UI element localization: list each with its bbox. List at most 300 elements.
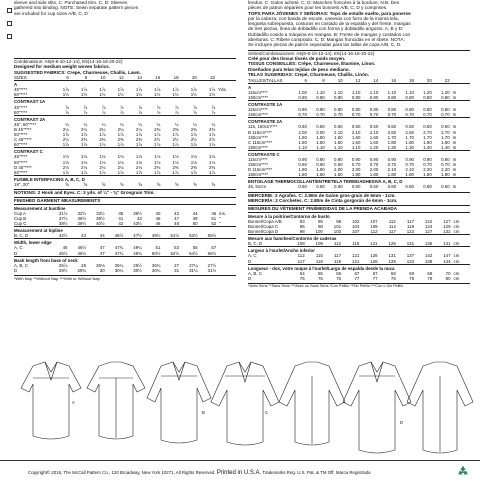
value-cell: 79 [427,275,433,281]
value-cell: 30 [99,267,105,273]
section-heading-row [14,148,236,155]
view-label: A [72,400,75,405]
copyright: Copyright© 2016, The McCall Pattern Co., 120 Broadway, New York 10271, All Rights Reserved. [28,470,216,475]
value-cell: 0.80 [351,107,361,113]
garment-illustrations [10,358,480,462]
value-cell: 2.00 [351,167,361,173]
unit-cell: m [452,139,457,145]
value-cell: 78 [390,275,396,281]
value-cell: 0.90 [298,157,307,163]
value-cell: 0.70 [423,112,432,118]
french-spanish-column [248,0,470,289]
value-cell: 126 [388,241,396,247]
value-cell: 50 [192,221,198,227]
section-heading: ENTOILAGE THERMOCOLLANT/ENTRETELA TERMOADHESIVA A, B, C, D [248,178,470,185]
value-cell: ¼ [138,121,142,127]
row-label: 45", 60"**** [14,121,37,127]
row-label: A, B, C [14,262,28,268]
value-cell: 1.60 [316,172,325,178]
value-cell: 26¾ [151,262,161,268]
value-cell: ⅞ [174,109,179,115]
unit-cell: cm [453,270,460,276]
value-cell: 0.60 [423,184,432,190]
value-cell: 0.90 [334,157,343,163]
value-cell: ⅞ [138,109,142,115]
value-cell: 1½ [81,92,88,98]
value-cell: 1½ [190,92,197,98]
value-cell: 0.60 [441,124,450,130]
value-cell: 1⅞ [190,142,197,148]
value-cell: 26½ [133,262,142,268]
value-cell: 30¾ [151,267,161,273]
value-cell: 2⅛ [81,164,88,170]
value-cell: 57 [211,245,217,251]
value-cell: 1⅞ [209,87,216,93]
value-cell: 1⅛ [172,154,179,160]
section-heading: Measurement at hipline [14,227,236,234]
value-cell: 1⅛ [154,159,161,165]
value-cell: 0.80 [441,94,450,100]
metric-measurements-table [248,212,470,281]
value-cell: 0.90 [405,157,414,163]
value-cell: 52 [211,221,217,227]
value-cell: 1⅞ [117,132,124,138]
value-cell: 112 [370,229,378,235]
value-cell: 69 [409,270,415,276]
row-label: Cup C [14,221,27,227]
value-cell: 0.90 [423,157,432,163]
row-label: 60"**** [14,169,28,175]
value-cell: 0.60 [441,184,450,190]
value-cell: 1⅛ [135,159,142,165]
value-cell: 1⅛ [209,159,216,165]
value-cell: 0.80 [387,94,397,100]
value-cell: 1.80 [387,172,397,178]
value-cell: 2⅜ [154,126,161,132]
row-label: A, B, C [248,270,262,276]
value-cell: 1.70 [441,134,450,140]
measurements-table [14,204,236,273]
value-cell: 1.90 [316,167,325,173]
value-cell: 38½ [77,215,87,221]
section-heading-row [248,235,470,242]
value-cell: 0.90 [441,157,450,163]
row-label: A, C [14,245,23,251]
value-cell: 137 [406,253,415,259]
value-cell: 1⅛ [117,154,124,160]
value-cell: 2⅜ [172,126,179,132]
value-cell: 107 [352,229,360,235]
size-cell: 8 [84,75,88,81]
value-cell: 47½ [133,233,142,239]
row-label: D [14,250,18,256]
unit-cell: cm [453,223,460,229]
value-cell: 95 [317,218,323,224]
value-cell: 47 [174,215,180,221]
value-cell: 112 [388,218,396,224]
table-row [248,276,470,281]
row-label: B 115cm**** [248,129,272,135]
value-cell: 47¾ [114,245,124,251]
size-cell: 22 [444,77,450,83]
notions-line-es: MERCERÍA: 2 Corchetes. C: 2.80m de Cinta gorgorán de 6mm - 1cm. [248,197,398,203]
unit-cell: cm [453,229,460,235]
value-cell: 121 [352,258,360,264]
row-label: C 115cm**** [248,139,273,145]
value-cell: 53½ [189,233,198,239]
value-cell: 44 [99,233,105,239]
value-cell: 136 [424,241,433,247]
value-cell: 1⅞ [81,169,88,175]
value-cell: 49 [192,215,198,221]
suggested-fabrics-es: TELAS SUGERIDAS: Crepé, Charmeuse, Challis, Linón. [248,72,369,78]
value-cell: 30¼ [114,267,124,273]
value-cell: ⅝ [101,181,106,187]
value-cell: 1.80 [387,139,397,145]
value-cell: 2⅛ [117,164,124,170]
value-cell: 42 [118,221,124,227]
finished-measurements-title: MESURES DU VÊTEMENT FINI/MEDIDAS DE LA PRENDA ACABADA [248,206,398,212]
size-cell: 6 [304,77,307,83]
value-cell: 1.40 [423,144,432,150]
size-cell: 16 [155,75,161,81]
value-cell: ⅝ [65,181,69,187]
value-cell: 42 [174,210,180,216]
value-cell: 0.60 [334,184,343,190]
value-cell: 2.60 [387,129,397,135]
section-heading: Measurement at bustline [14,204,236,211]
value-cell: 0.80 [334,107,343,113]
value-cell: 2.10 [351,129,361,135]
value-cell: 129 [443,223,451,229]
value-cell: 1⅞ [172,142,179,148]
value-cell: ¼ [83,121,88,127]
value-cell: 1⅞ [154,142,161,148]
value-cell: 0.80 [316,94,325,100]
value-cell: 0.80 [316,107,325,113]
value-cell: 68 [390,270,396,276]
value-cell: 46 [155,221,161,227]
suggested-fabrics: SUGGESTED FABRICS: Crepe, Charmeuse, Challis, Lawn. [14,69,141,75]
table-row [14,268,236,273]
value-cell: 141 [443,241,451,247]
value-cell: 2½ [190,137,197,143]
view-label: B [202,410,205,415]
value-cell: ¼ [174,121,179,127]
value-cell: 25⅞ [58,262,68,268]
value-cell: 1.60 [334,172,343,178]
description-text [14,0,236,16]
value-cell: ⅝ [138,181,142,187]
size-cell: 12 [118,75,124,81]
value-cell: 53 [174,245,180,251]
value-cell: 75 [299,275,305,281]
value-cell: 39½ [77,221,87,227]
size-cell: 8 [322,77,325,83]
value-cell: 0.70 [351,112,361,118]
footer-text [28,470,371,476]
row-label: D [248,275,252,281]
value-cell: 117 [334,253,342,259]
checkbox-icon[interactable] [7,34,12,39]
value-cell: 0.60 [387,124,397,130]
value-cell: 2¼ [62,126,69,132]
fabric-weight-note: Designed for medium weight woven fabrics. [14,64,110,70]
metric-yardage-table [248,78,470,190]
value-cell: 79 [409,275,415,281]
value-cell: 118 [315,258,323,264]
unit-cell: cm [453,253,460,259]
value-cell: 121 [370,241,378,247]
value-cell: 1.10 [334,144,343,150]
value-cell: 0.80 [369,107,379,113]
row-label: 150cm**** [248,144,269,150]
row-label: 18", 20" [14,181,30,187]
value-cell: 38½ [58,221,68,227]
value-cell: 2½ [172,137,179,143]
value-cell: 0.60 [405,184,414,190]
unit-cell: m [452,124,457,130]
value-cell: 1.10 [405,89,414,95]
description-line: Dobladillo cosido a máquina en mangas. B: Frente de mangas y costados con [248,31,411,37]
value-cell: 114 [388,223,396,229]
value-cell: 40½ [96,221,105,227]
value-cell: ¼ [193,121,197,127]
value-cell: 2.20 [441,167,450,173]
value-cell: 2¼ [117,126,124,132]
notions-line-fr: MERCERIE: 2 Agrafes. C: 2.80m de Galon gros-grain de 6mm - 1cm. [248,192,396,198]
value-cell: 1⅞ [135,142,142,148]
value-cell: ⅝ [120,181,124,187]
size-cell: 12 [355,77,361,83]
value-cell: 1⅞ [99,87,106,93]
value-cell: 115 [315,253,323,259]
value-cell: ¼ [211,121,216,127]
value-cell: 1⅛ [135,154,142,160]
value-cell: 1.20 [441,89,450,95]
unit-cell: cm [453,218,460,224]
value-cell: 1½ [209,92,216,98]
row-label: D 115cm**** [248,167,273,173]
checkbox-column [6,0,12,60]
printed-in: Printed in U.S.A. [216,470,262,476]
value-cell: 2¼ [81,126,88,132]
combinations-line: Séries/Combinaciones: A5(6-8-10-12-14), E5(14-16-18-20-22) [248,50,375,56]
value-cell: 46½ [77,245,87,251]
value-cell: ¼ [65,121,69,127]
value-cell: 2.70 [423,129,432,135]
value-cell: 98 [317,223,323,229]
view-c-back-illustration [279,362,345,445]
value-cell: 0.80 [298,107,307,113]
value-cell: 31¼ [189,267,198,273]
unit-cell: cm [453,258,460,264]
value-cell: 126 [370,258,378,264]
value-cell: 2.00 [316,129,325,135]
section-heading-row [248,178,470,185]
unit-cell [216,268,236,273]
value-cell: 1.90 [423,139,432,145]
checkbox-icon[interactable] [7,21,12,26]
value-cell: 46 [62,245,68,251]
value-cell: 1.40 [441,144,450,150]
value-cell: 2⅛ [135,164,142,170]
notions-line: NOTIONS: 2 Hook and Eyes. C: 3 yds. of ¼" - ⅜" Grosgrain Trim. [14,189,155,195]
value-cell: 128 [388,258,396,264]
value-cell: ⅞ [156,109,161,115]
value-cell: 0.60 [316,124,325,130]
sizes-label: SIZES [14,75,27,81]
value-cell: 1.60 [298,172,307,178]
row-label: 150cm**** [248,172,269,178]
value-cell: 0.60 [334,124,343,130]
unit-cell: m [452,157,457,163]
value-cell: 1⅞ [117,169,124,175]
value-cell: 108 [297,241,305,247]
value-cell: 51 [211,215,217,221]
value-cell: 1.00 [298,89,307,95]
value-cell: 0.70 [351,162,361,168]
value-cell: 101 [333,223,342,229]
value-cell: 1.80 [405,172,414,178]
unit-cell [215,182,236,187]
value-cell: 0.90 [369,157,379,163]
value-cell: 2¼ [99,126,106,132]
value-cell: 45 [155,215,161,221]
value-cell: 2⅜ [154,164,161,170]
value-cell: 1⅛ [190,159,197,165]
value-cell: 1.50 [334,139,343,145]
value-cell: 66 [336,270,342,276]
value-cell: 1⅞ [172,87,179,93]
value-cell: ⅝ [156,181,161,187]
section-heading-row [248,83,470,90]
unit-cell: " [219,215,221,221]
value-cell: 48 [174,221,180,227]
view-label: D [400,420,404,425]
value-cell: 112 [334,241,342,247]
value-cell: 1½ [154,92,161,98]
value-cell: 0.70 [423,162,432,168]
checkbox-icon[interactable] [7,8,12,13]
value-cell: 2⅜ [135,137,142,143]
value-cell: 1.90 [298,167,307,173]
section-heading: CONTRAST C [14,148,236,155]
value-cell: ⅞ [211,104,216,110]
suggested-fabrics-fr: TISSUS CONSEILLÉS: Crêpe, Charmeuse, Étamine, Linon. [248,61,376,67]
row-label: D [248,258,252,264]
value-cell: 95 [299,223,305,229]
description-line: pièces de patron séparées pour les bonnets A/B, C, D y comprises. [248,5,388,11]
value-cell: 1.30 [387,144,397,150]
value-cell: 1⅞ [135,169,142,175]
description-line: por la cabeza, con banda de escote, canesús con forro de la misma tela, [248,15,399,21]
value-cell: 1½ [99,92,106,98]
row-label: B 45"**** [14,126,32,132]
value-cell: 1.20 [423,89,432,95]
value-cell: 0.60 [369,124,379,130]
value-cell: 1⅞ [81,132,88,138]
size-cell: 10 [337,77,343,83]
row-label: 45"**** [14,87,28,93]
value-cell: ⅞ [211,109,216,115]
fabric-weight-note-es: Diseñados para telas tejidas de peso mediano. [248,66,350,72]
value-cell: 1.90 [441,172,450,178]
value-cell: 39½ [96,215,105,221]
value-cell: 1.10 [387,89,397,95]
row-label: 150cm**** [248,134,269,140]
section-heading: CONTRASTE C [248,150,470,157]
value-cell: 31 [174,267,180,273]
value-cell: 98 [299,229,305,235]
value-cell: 2.70 [441,129,450,135]
section-heading-row [14,239,236,246]
row-label: 115cm**** [248,157,268,163]
value-cell: 65 [317,270,323,276]
value-cell: 122 [424,218,433,224]
value-cell: 1⅞ [154,87,161,93]
value-cell: 0.70 [369,112,379,118]
value-cell: 1.10 [316,89,325,95]
value-cell: 1⅛ [81,159,88,165]
value-cell: 44 [192,210,198,216]
value-cell: 2.10 [405,167,414,173]
size-cell: 20 [426,77,432,83]
unit-cell: " [219,221,221,227]
value-cell: 0.80 [298,94,307,100]
value-cell: 1⅞ [62,87,69,93]
value-cell: 1.60 [351,134,361,140]
value-cell: 1⅞ [190,169,197,175]
section-heading-row [14,115,236,122]
value-cell: 1⅞ [62,142,69,148]
value-cell: 1⅛ [62,154,69,160]
yardage-table [14,75,236,187]
translated-description [248,0,470,48]
size-cell: 16 [391,77,397,83]
value-cell: 0.70 [387,112,397,118]
view-b-illustration [147,362,211,443]
value-cell: 1.50 [298,139,307,145]
section-heading-row [248,247,470,254]
value-cell: 1⅞ [172,132,179,138]
size-cell: 10 [100,75,106,81]
value-cell: 1⅞ [117,87,124,93]
description-line: lengüeta sobrepuesta, costuras en costado de la espalda y del frente, mangas [248,21,411,27]
row-label: Bonnet/Copa C [248,223,279,229]
section-heading: CONTRAST 2A [14,115,236,122]
value-cell: 119 [334,258,342,264]
value-cell: 1⅞ [81,87,88,93]
section-heading: Mesure aux hanches/Contorno de caderas [248,235,470,242]
row-label: 60"**** [14,132,28,138]
value-cell: ⅞ [101,104,106,110]
value-cell: 1.10 [351,144,361,150]
section-heading-row [248,101,470,108]
value-cell: 51 [155,245,161,251]
size-cell: 20 [191,75,197,81]
row-label: C 45"**** [14,137,32,143]
value-cell: 98 [336,218,342,224]
nap-note: *With Nap **Without Nap ***With or Without Nap [14,275,100,281]
section-heading: Largeur à l'ourlet/Ancho inferior [248,247,470,254]
value-cell: 0.90 [351,157,361,163]
section-heading: A [14,81,236,88]
value-cell: 117 [297,258,305,264]
value-cell: 27¼ [189,262,198,268]
value-cell: 80 [445,275,451,281]
value-cell: ⅞ [83,104,88,110]
